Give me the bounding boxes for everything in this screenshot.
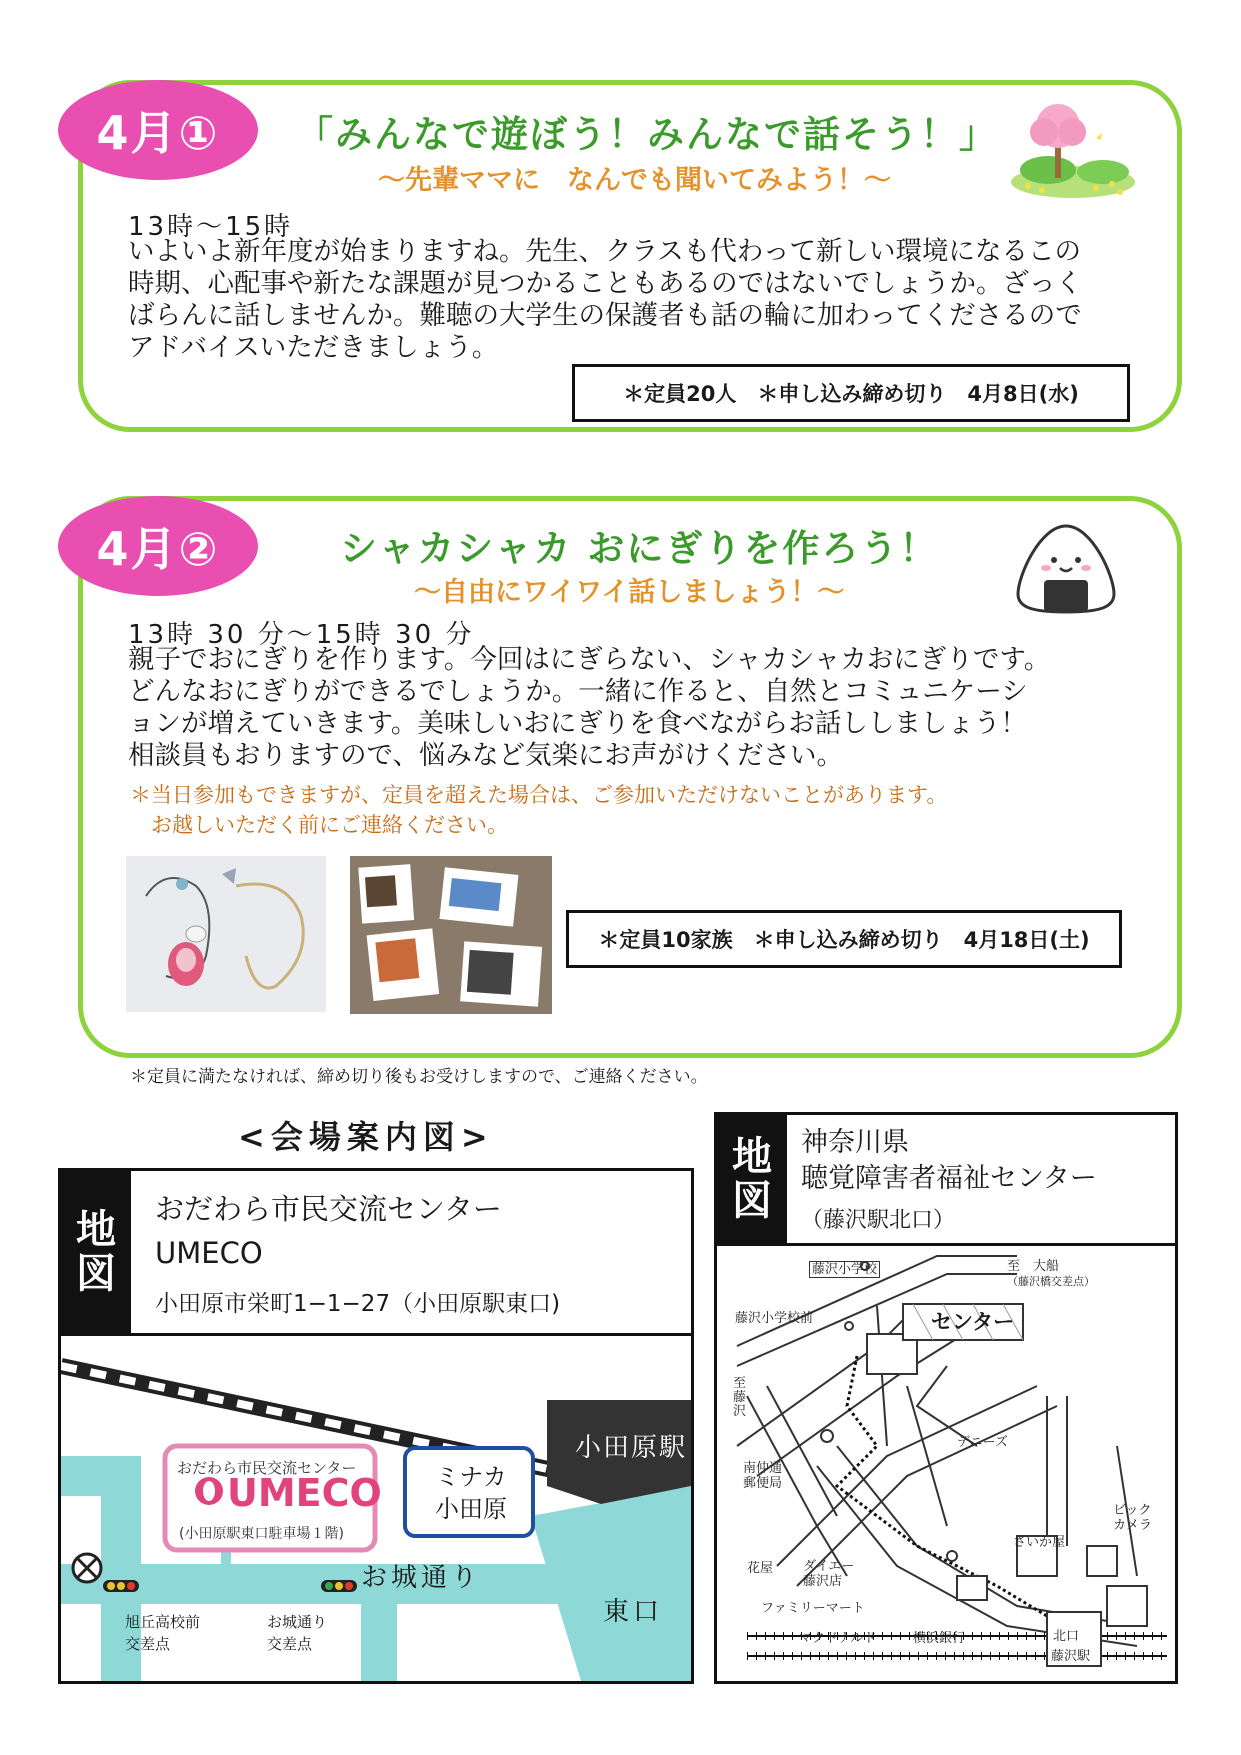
north-exit-label: 北口: [1053, 1629, 1080, 1644]
post-office-label-line: 南仲通: [743, 1461, 783, 1476]
map-tag: [717, 1115, 787, 1243]
umeco-address: 小田原市栄町1−1−27（小田原駅東口): [155, 1291, 561, 1317]
yokohama-bank-label: 横浜銀行: [913, 1631, 966, 1646]
event1-body-line: ばらんに話しませんか。難聴の大学生の保護者も話の輪に加わってくださるので: [128, 300, 1082, 331]
daiei-label: [803, 1559, 854, 1589]
event2-notice-line: ＊当日参加もできますが、定員を超えた場合は、ご参加いただけないことがあります。: [130, 783, 948, 807]
ofuna-label: [1007, 1259, 1095, 1289]
event2-body-line: ョンが増えていきます。美味しいおにぎりを食べながらお話ししましょう！: [128, 708, 1027, 739]
crossing-label-line: お城通り: [267, 1613, 328, 1631]
to-fujisawa-char: 藤: [733, 1390, 747, 1405]
map-tag-char: 地: [76, 1207, 116, 1253]
event2-date-badge: 4月②: [58, 496, 258, 596]
onigiri-illustration: [1010, 520, 1122, 616]
event2-capacity-box: ＊定員10家族 ＊申し込み締め切り 4月18日(土): [566, 910, 1122, 968]
event2-notice: [130, 780, 947, 840]
venue-map-heading: <会場案内図>: [238, 1118, 494, 1156]
fujisawa-center-map-card: [714, 1112, 1178, 1684]
event2-body-line: どんなおにぎりができるでしょうか。一緒に作ると、自然とコミュニケーシ: [128, 676, 1028, 707]
ofuna-label-line: （藤沢橋交差点）: [1007, 1275, 1095, 1288]
fujisawa-station-label: 藤沢駅: [1051, 1649, 1091, 1664]
fujisawa-note: （藤沢駅北口）: [801, 1208, 956, 1233]
asahigaoka-crossing-label: [125, 1611, 200, 1655]
familymart-label: ファミリーマート: [761, 1601, 865, 1616]
crossing-label-line: 交差点: [267, 1635, 313, 1653]
fujisawa-venue-name: [801, 1125, 1097, 1197]
event1-subtitle: ～先輩ママに なんでも聞いてみよう！～: [378, 165, 891, 196]
crossing-label-line: 交差点: [125, 1635, 171, 1653]
event1-body-line: 時期、心配事や新たな課題が見つかることもあるのではないでしょうか。ざっく: [128, 268, 1082, 299]
event1-body-line: いよいよ新年度が始まりますね。先生、クラスも代わって新しい環境になるこの: [128, 236, 1081, 267]
oshiro-crossing-label: [267, 1611, 327, 1655]
event1-title: 「みんなで遊ぼう！みんなで話そう！」: [296, 113, 998, 156]
to-fujisawa-char: 沢: [733, 1404, 747, 1419]
post-office-label-line: 郵便局: [743, 1476, 783, 1491]
saikaya-label: さいか屋: [1013, 1535, 1066, 1550]
map-tag-char: 地: [732, 1134, 772, 1180]
post-office-label: [743, 1461, 782, 1491]
center-label: センター: [931, 1310, 1015, 1334]
fujisawa-venue-name-line: 神奈川県: [801, 1127, 909, 1158]
ofuna-label-line: 至 大船: [1007, 1259, 1060, 1274]
umeco-map-card: [58, 1168, 694, 1684]
event2-time: 13時 30 分～15時 30 分: [128, 620, 475, 650]
hearing-aid-photo: [126, 856, 326, 1012]
event2-title: シャカシャカ おにぎりを作ろう！: [340, 527, 939, 570]
umeco-venue-name: [155, 1191, 502, 1271]
map-tag: [61, 1171, 131, 1333]
umeco-venue-name-line: おだわら市民交流センター: [155, 1192, 502, 1226]
bic-camera-label: [1113, 1503, 1152, 1533]
event2-body-line: 相談員もおりますので、悩みなど気楽にお声がけください。: [128, 740, 843, 771]
fujisawa-venue-name-line: 聴覚障害者福祉センター: [801, 1163, 1097, 1194]
oshiro-street-label: お城通り: [361, 1563, 482, 1593]
crossing-label-line: 旭丘高校前: [125, 1613, 201, 1631]
school-label: 藤沢小学校: [809, 1261, 880, 1278]
minaka-label-line: 小田原: [435, 1495, 507, 1523]
event1-time: 13時～15時: [128, 212, 294, 242]
to-fujisawa-label: [733, 1377, 746, 1419]
to-fujisawa-char: 至: [733, 1376, 747, 1391]
school-front-label: 藤沢小学校前: [735, 1311, 814, 1326]
map-tag-char: 図: [732, 1178, 772, 1224]
event1-body: [128, 236, 1082, 364]
umeco-parking-note: (小田原駅東口駐車場１階): [179, 1526, 344, 1542]
event1-body-line: アドバイスいただきましょう。: [128, 332, 499, 363]
dennys-label: デニーズ: [957, 1435, 1008, 1450]
daiei-label-line: 藤沢店: [803, 1574, 843, 1589]
event2-body: [128, 644, 1050, 772]
picture-cards-photo: [350, 856, 552, 1014]
event1-date-badge: 4月①: [58, 80, 258, 180]
daiei-label-line: ダイエー: [803, 1559, 855, 1574]
minaka-label-line: ミナカ: [435, 1463, 507, 1491]
umeco-small-label: おだわら市民交流センター: [177, 1459, 357, 1477]
event1-capacity-box: ＊定員20人 ＊申し込み締め切り 4月8日(水): [572, 364, 1130, 422]
mcdonalds-label: マクドナルド: [799, 1631, 877, 1646]
event2-subtitle: ～自由にワイワイ話しましょう！～: [414, 577, 845, 608]
east-exit-label: 東口: [603, 1597, 664, 1627]
minaka-label: [407, 1461, 535, 1525]
umeco-venue-name-line: UMECO: [155, 1236, 263, 1270]
cherry-tree-illustration: [1008, 100, 1138, 200]
event2-body-line: 親子でおにぎりを作ります。今回はにぎらない、シャカシャカおにぎりです。: [128, 644, 1051, 675]
bic-camera-label-line: カメラ: [1113, 1518, 1153, 1533]
hanaya-label: 花屋: [747, 1561, 774, 1576]
map-tag-char: 図: [76, 1251, 116, 1297]
bic-camera-label-line: ビック: [1113, 1503, 1152, 1518]
umeco-logo: UMECO: [227, 1471, 382, 1515]
event2-notice-line: お越しいただく前にご連絡ください。: [130, 813, 508, 837]
footnote: ＊定員に満たなければ、締め切り後もお受けしますので、ご連絡ください。: [130, 1067, 708, 1087]
odawara-station-label: 小田原駅: [575, 1433, 688, 1463]
